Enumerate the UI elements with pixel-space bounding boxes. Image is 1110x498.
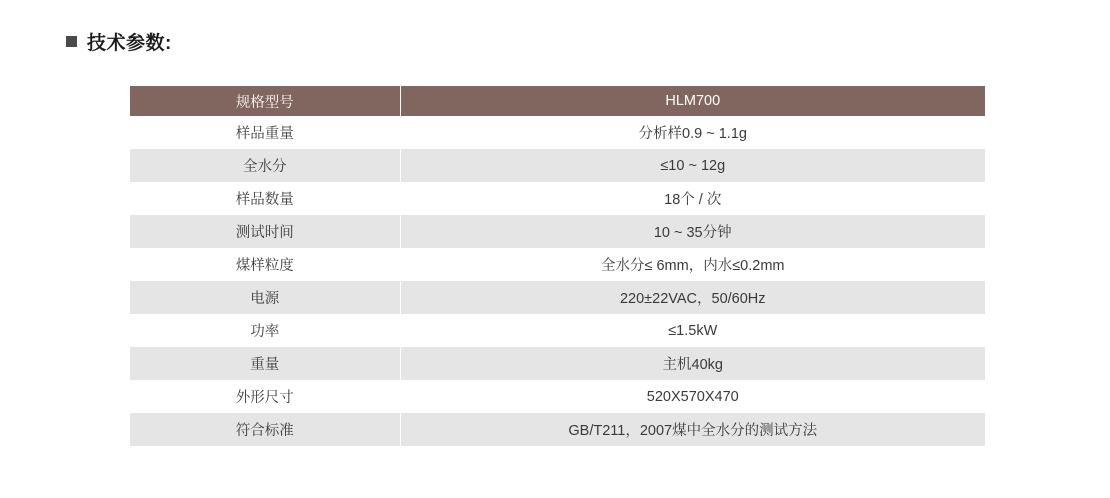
row-value: 10 ~ 35分钟 [400, 215, 985, 248]
row-value: ≤1.5kW [400, 314, 985, 347]
table-row [130, 347, 985, 380]
table-header-model-value: HLM700 [400, 86, 985, 116]
table-row [130, 314, 985, 347]
row-label: 测试时间 [130, 215, 400, 248]
row-value: 520X570X470 [400, 380, 985, 413]
table-header [130, 86, 985, 116]
row-value: 主机40kg [400, 347, 985, 380]
row-label: 样品数量 [130, 182, 400, 215]
row-label: 功率 [130, 314, 400, 347]
table-row [130, 248, 985, 281]
table-row [130, 149, 985, 182]
row-value: ≤10 ~ 12g [400, 149, 985, 182]
technical-parameters-table [130, 86, 985, 446]
table-row [130, 182, 985, 215]
table-row [130, 116, 985, 149]
row-label: 符合标准 [130, 413, 400, 446]
row-value: 18个 / 次 [400, 182, 985, 215]
table-row [130, 281, 985, 314]
table-header-row [130, 86, 985, 116]
row-value: 220±22VAC，50/60Hz [400, 281, 985, 314]
table-header-model-label: 规格型号 [130, 86, 400, 116]
table-row [130, 413, 985, 446]
row-label: 外形尺寸 [130, 380, 400, 413]
row-label: 电源 [130, 281, 400, 314]
row-label: 重量 [130, 347, 400, 380]
table-body [130, 116, 985, 446]
row-label: 全水分 [130, 149, 400, 182]
row-label: 煤样粒度 [130, 248, 400, 281]
section-heading [66, 28, 172, 55]
square-bullet-icon [66, 36, 77, 47]
row-value: 全水分≤ 6mm，内水≤0.2mm [400, 248, 985, 281]
row-label: 样品重量 [130, 116, 400, 149]
page-title: 技术参数: [87, 33, 172, 54]
row-value: GB/T211，2007煤中全水分的测试方法 [400, 413, 985, 446]
table-row [130, 380, 985, 413]
row-value: 分析样0.9 ~ 1.1g [400, 116, 985, 149]
table-row [130, 215, 985, 248]
